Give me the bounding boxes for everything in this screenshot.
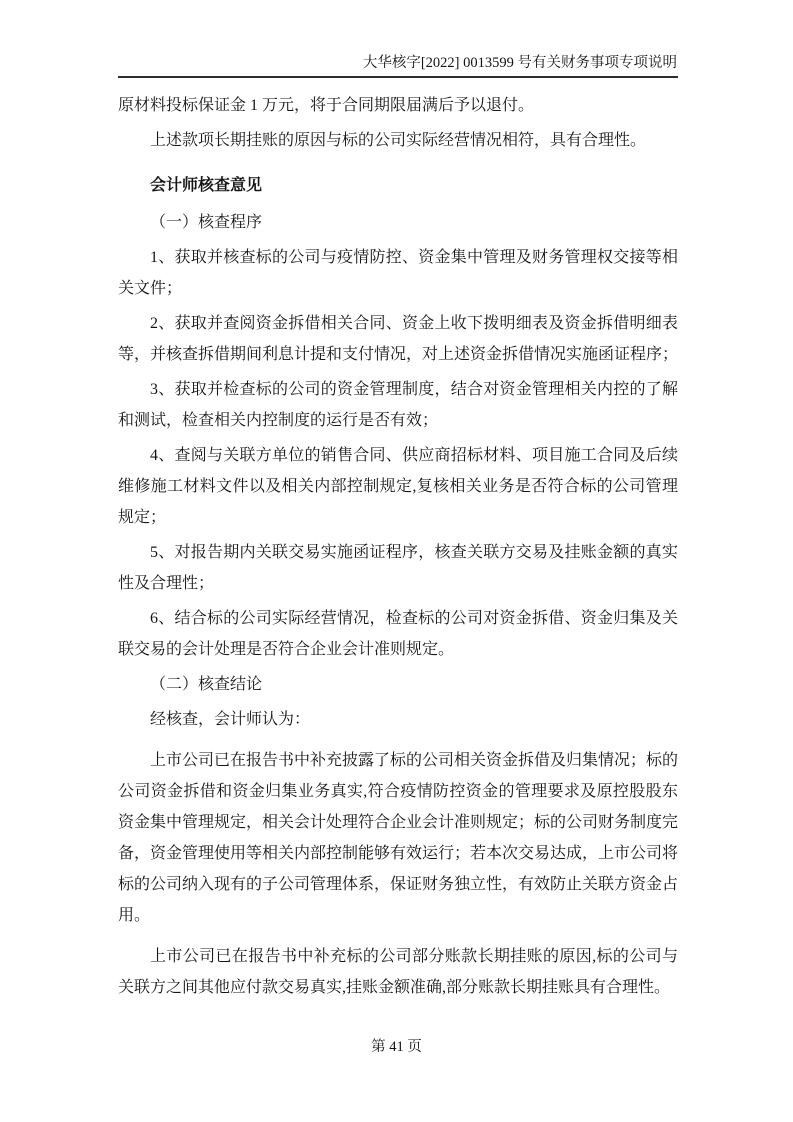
conclusion-paragraph-fund-lending: 上市公司已在报告书中补充披露了标的公司相关资金拆借及归集情况；标的公司资金拆借和资金归集业务真实,符合疫情防控资金的管理要求及原控股股东资金集中管理规定，相关会计处理符合企业会计准则规定；标的公司财务制度完备，资金管理使用等相关内部控制能够有效运行；若本次交易达成，上市公司将标的公司纳入现有的子公司管理体系，保证财务独立性，有效防止关联方资金占用。 [118,752,679,924]
procedure-item-1: 1、获取并核查标的公司与疫情防控、资金集中管理及财务管理权交接等相关文件； [118,249,678,297]
subsection-heading-verification-procedures: （一）核查程序 [150,214,263,231]
procedure-item-3: 3、获取并检查标的公司的资金管理制度，结合对资金管理相关内控的了解和测试，检查相关内控制度的运行是否有效； [118,381,678,429]
paragraph-long-outstanding-reasonableness: 上述款项长期挂账的原因与标的公司实际经营情况相符，具有合理性。 [150,132,647,149]
subsection-heading-verification-conclusion: （二）核查结论 [150,676,263,693]
document-body [118,90,678,1007]
section-heading-auditor-opinion: 会计师核查意见 [150,177,263,194]
procedure-item-2: 2、获取并查阅资金拆借相关合同、资金上收下拨明细表及资金拆借明细表等，并核查拆借期间利息计提和支付情况，对上述资金拆借情况实施函证程序； [118,315,679,363]
page-header-doc-reference: 大华核字[2022] 0013599 号有关财务事项专项说明 [362,55,677,71]
procedure-item-4: 4、查阅与关联方单位的销售合同、供应商招标材料、项目施工合同及后续维修施工材料文件以及相关内部控制规定,复核相关业务是否符合标的公司管理规定； [118,447,678,526]
page-number-footer: 第 41 页 [371,1039,422,1055]
paragraph-deposit-refund: 原材料投标保证金 1 万元，将于合同期限届满后予以退付。 [118,97,535,114]
procedure-item-5: 5、对报告期内关联交易实施函证程序，核查关联方交易及挂账金额的真实性及合理性； [118,544,678,592]
conclusion-paragraph-long-outstanding-payables: 上市公司已在报告书中补充标的公司部分账款长期挂账的原因,标的公司与关联方之间其他应付款交易真实,挂账金额准确,部分账款长期挂账具有合理性。 [118,948,678,996]
procedure-item-6: 6、结合标的公司实际经营情况，检查标的公司对资金拆借、资金归集及关联交易的会计处理是否符合企业会计准则规定。 [118,610,678,658]
header-divider-rule [118,76,678,78]
paragraph-auditor-believes: 经核查，会计师认为： [150,711,311,728]
